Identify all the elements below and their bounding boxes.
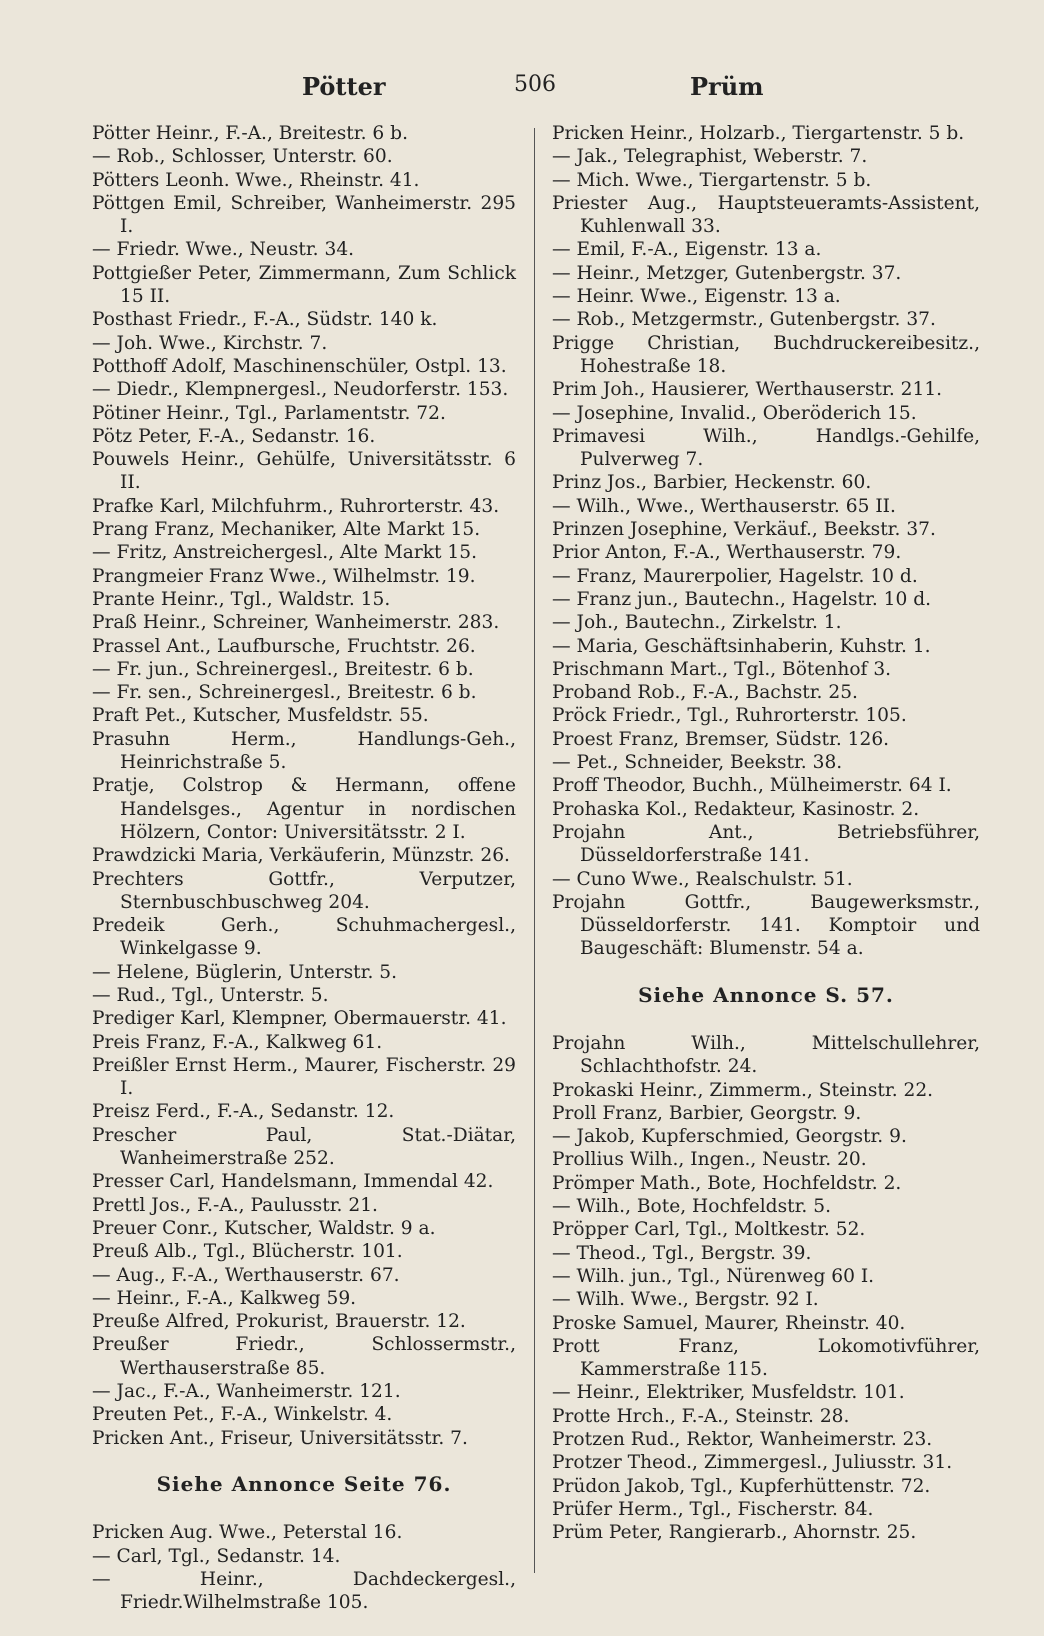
right-entries-top xyxy=(552,122,980,961)
directory-entry: Preuße Alfred, Prokurist, Brauerstr. 12. xyxy=(92,1311,466,1333)
directory-entry: Pottgießer Peter, Zimmermann, Zum Schlick 15 II. xyxy=(92,262,516,308)
directory-entry: — Maria, Geschäftsinhaberin, Kuhstr. 1. xyxy=(552,635,931,657)
directory-entry: — Emil, F.-A., Eigenstr. 13 a. xyxy=(552,239,822,261)
directory-entry: Prinzen Josephine, Verkäuf., Beekstr. 37. xyxy=(552,519,936,541)
directory-entry: — Friedr. Wwe., Neustr. 34. xyxy=(92,239,355,261)
directory-entry: Preußer Friedr., Schlossermstr., Werthauserstraße 85. xyxy=(92,1334,516,1379)
directory-entry: — Wilh., Bote, Hochfeldstr. 5. xyxy=(552,1196,831,1218)
directory-entry: Projahn Gottfr., Baugewerksmstr., Düsseldorferstr. 141. Komptoir und Baugeschäft: Blumenstr. 54 a. xyxy=(552,891,980,960)
right-entries-bottom xyxy=(552,1032,980,1545)
directory-entry: — Jac., F.-A., Wanheimerstr. 121. xyxy=(92,1381,401,1403)
directory-entry: Pricken Aug. Wwe., Peterstal 16. xyxy=(92,1522,403,1544)
directory-entry: — Wilh. jun., Tgl., Nürenweg 60 I. xyxy=(552,1265,875,1287)
directory-entry: Pouwels Heinr., Gehülfe, Universitätsstr. 6 II. xyxy=(92,449,516,494)
directory-entry: Proest Franz, Bremser, Südstr. 126. xyxy=(552,728,890,750)
directory-entry: Protzer Theod., Zimmergesl., Juliusstr. 31. xyxy=(552,1452,953,1474)
directory-entry: — Cuno Wwe., Realschulstr. 51. xyxy=(552,868,853,890)
directory-entry: Prante Heinr., Tgl., Waldstr. 15. xyxy=(92,588,391,610)
directory-entry: Prüm Peter, Rangierarb., Ahornstr. 25. xyxy=(552,1522,917,1544)
directory-entry: — Diedr., Klempnergesl., Neudorferstr. 153. xyxy=(92,379,509,401)
directory-entry: — Fr. jun., Schreinergesl., Breitestr. 6 b. xyxy=(92,658,474,680)
directory-entry: — Pet., Schneider, Beekstr. 38. xyxy=(552,752,843,774)
directory-entry: Prassel Ant., Laufbursche, Fruchtstr. 26. xyxy=(92,635,476,657)
directory-entry: Projahn Wilh., Mittelschullehrer, Schlachthofstr. 24. xyxy=(552,1032,980,1078)
directory-entry: Prechters Gottfr., Verputzer, Sternbuschbuschweg 204. xyxy=(92,868,516,913)
directory-entry: Proske Samuel, Maurer, Rheinstr. 40. xyxy=(552,1312,906,1334)
directory-entry: Prang Franz, Mechaniker, Alte Markt 15. xyxy=(92,519,481,541)
left-entries-bottom xyxy=(92,1521,516,1614)
directory-entry: — Heinr., Elektriker, Musfeldstr. 101. xyxy=(552,1382,905,1404)
directory-entry: Pötiner Heinr., Tgl., Parlamentstr. 72. xyxy=(92,402,446,424)
directory-entry: — Mich. Wwe., Tiergartenstr. 5 b. xyxy=(552,169,872,191)
directory-entry: Projahn Ant., Betriebsführer, Düsseldorferstraße 141. xyxy=(552,821,980,867)
directory-entry: Pötz Peter, F.-A., Sedanstr. 16. xyxy=(92,425,376,447)
directory-entry: — Wilh. Wwe., Bergstr. 92 I. xyxy=(552,1289,819,1311)
directory-entry: — Heinr., Metzger, Gutenbergstr. 37. xyxy=(552,262,902,284)
directory-entry: — Aug., F.-A., Werthauserstr. 67. xyxy=(92,1264,400,1286)
directory-entry: — Rob., Schlosser, Unterstr. 60. xyxy=(92,146,393,168)
directory-entry: Praft Pet., Kutscher, Musfeldstr. 55. xyxy=(92,705,429,727)
directory-entry: — Rud., Tgl., Unterstr. 5. xyxy=(92,984,329,1006)
page-number: 506 xyxy=(514,72,556,97)
directory-entry: Preuer Conr., Kutscher, Waldstr. 9 a. xyxy=(92,1217,436,1239)
directory-entry: Preuten Pet., F.-A., Winkelstr. 4. xyxy=(92,1404,393,1426)
directory-entry: Prollius Wilh., Ingen., Neustr. 20. xyxy=(552,1149,867,1171)
directory-entry: Pötters Leonh. Wwe., Rheinstr. 41. xyxy=(92,169,420,191)
directory-entry: — Helene, Büglerin, Unterstr. 5. xyxy=(92,961,398,983)
directory-entry: Proband Rob., F.-A., Bachstr. 25. xyxy=(552,682,858,704)
directory-entry: Prinz Jos., Barbier, Heckenstr. 60. xyxy=(552,472,872,494)
directory-entry: — Wilh., Wwe., Werthauserstr. 65 II. xyxy=(552,495,896,517)
directory-entry: — Heinr. Wwe., Eigenstr. 13 a. xyxy=(552,286,841,308)
directory-entry: Proff Theodor, Buchh., Mülheimerstr. 64 I. xyxy=(552,775,952,797)
directory-entry: Prüdon Jakob, Tgl., Kupferhüttenstr. 72. xyxy=(552,1475,931,1497)
directory-entry: — Fr. sen., Schreinergesl., Breitestr. 6 b. xyxy=(92,682,477,704)
header-left-catchword: Pötter xyxy=(302,72,386,101)
directory-entry: Predeik Gerh., Schuhmachergesl., Winkelgasse 9. xyxy=(92,915,516,960)
directory-entry: — Fritz, Anstreichergesl., Alte Markt 15. xyxy=(92,542,477,564)
directory-entry: Preis Franz, F.-A., Kalkweg 61. xyxy=(92,1031,383,1053)
directory-entry: — Heinr., Dachdeckergesl., Friedr.Wilhelmstraße 105. xyxy=(92,1568,516,1614)
directory-entry: — Joh. Wwe., Kirchstr. 7. xyxy=(92,332,328,354)
directory-entry: Pröck Friedr., Tgl., Ruhrorterstr. 105. xyxy=(552,705,907,727)
directory-entry: Praß Heinr., Schreiner, Wanheimerstr. 283. xyxy=(92,612,500,634)
directory-entry: Protte Hrch., F.-A., Steinstr. 28. xyxy=(552,1405,850,1427)
directory-entry: — Carl, Tgl., Sedanstr. 14. xyxy=(92,1545,341,1567)
directory-entry: Pratje, Colstrop & Hermann, offene Handelsges., Agentur in nordischen Hölzern, Contor: Universitätsstr. 2 I. xyxy=(92,775,516,843)
directory-entry: Preißler Ernst Herm., Maurer, Fischerstr. 29 I. xyxy=(92,1054,516,1100)
directory-entry: Prömper Math., Bote, Hochfeldstr. 2. xyxy=(552,1172,902,1194)
right-column xyxy=(552,122,980,1545)
directory-entry: Potthoff Adolf, Maschinenschüler, Ostpl. 13. xyxy=(92,355,507,377)
directory-entry: Prüfer Herm., Tgl., Fischerstr. 84. xyxy=(552,1498,874,1520)
directory-entry: Prokaski Heinr., Zimmerm., Steinstr. 22. xyxy=(552,1079,934,1101)
directory-entry: Primavesi Wilh., Handlgs.-Gehilfe, Pulverweg 7. xyxy=(552,425,980,471)
directory-entry: Presser Carl, Handelsmann, Immendal 42. xyxy=(92,1171,494,1193)
directory-entry: Prim Joh., Hausierer, Werthauserstr. 211. xyxy=(552,379,943,401)
directory-entry: Prawdzicki Maria, Verkäuferin, Münzstr. 26. xyxy=(92,845,510,867)
directory-entry: Prettl Jos., F.-A., Paulusstr. 21. xyxy=(92,1194,378,1216)
page-header xyxy=(0,72,1044,112)
directory-entry: Protzen Rud., Rektor, Wanheimerstr. 23. xyxy=(552,1429,933,1451)
directory-entry: Pricken Heinr., Holzarb., Tiergartenstr. 5 b. xyxy=(552,123,965,144)
directory-entry: Pröpper Carl, Tgl., Moltkestr. 52. xyxy=(552,1219,866,1241)
directory-entry: Prott Franz, Lokomotivführer, Kammerstraße 115. xyxy=(552,1335,980,1381)
directory-entry: Prescher Paul, Stat.-Diätar, Wanheimerstraße 252. xyxy=(92,1124,516,1170)
directory-entry: Prigge Christian, Buchdruckereibesitz., Hohestraße 18. xyxy=(552,332,980,377)
directory-entry: — Jakob, Kupferschmied, Georgstr. 9. xyxy=(552,1126,907,1148)
directory-entry: Pricken Ant., Friseur, Universitätsstr. 7. xyxy=(92,1427,468,1449)
directory-entry: Preisz Ferd., F.-A., Sedanstr. 12. xyxy=(92,1101,395,1123)
directory-entry: Pöttgen Emil, Schreiber, Wanheimerstr. 295 I. xyxy=(92,192,516,238)
directory-entry: — Theod., Tgl., Bergstr. 39. xyxy=(552,1242,812,1264)
header-right-catchword: Prüm xyxy=(690,72,764,101)
directory-entry: Prafke Karl, Milchfuhrm., Ruhrorterstr. 43. xyxy=(92,495,500,517)
directory-entry: Preuß Alb., Tgl., Blücherstr. 101. xyxy=(92,1241,403,1263)
directory-entry: Prangmeier Franz Wwe., Wilhelmstr. 19. xyxy=(92,565,476,587)
directory-entry: Proll Franz, Barbier, Georgstr. 9. xyxy=(552,1102,862,1124)
directory-entry: — Heinr., F.-A., Kalkweg 59. xyxy=(92,1287,357,1309)
directory-entry: Posthast Friedr., F.-A., Südstr. 140 k. xyxy=(92,309,438,331)
left-entries-top xyxy=(92,122,516,1450)
left-annonce: Siehe Annonce Seite 76. xyxy=(156,1471,452,1496)
directory-entry: — Franz jun., Bautechn., Hagelstr. 10 d. xyxy=(552,588,932,610)
directory-entry: — Jak., Telegraphist, Weberstr. 7. xyxy=(552,146,868,168)
right-annonce: Siehe Annonce S. 57. xyxy=(638,982,894,1007)
left-column xyxy=(92,122,516,1614)
directory-entry: — Rob., Metzgermstr., Gutenbergstr. 37. xyxy=(552,309,936,331)
directory-entry: — Josephine, Invalid., Oberöderich 15. xyxy=(552,402,917,424)
directory-entry: Prasuhn Herm., Handlungs-Geh., Heinrichstraße 5. xyxy=(92,728,516,774)
directory-entry: — Franz, Maurerpolier, Hagelstr. 10 d. xyxy=(552,565,918,587)
directory-entry: Prior Anton, F.-A., Werthauserstr. 79. xyxy=(552,542,902,564)
directory-entry: Prediger Karl, Klempner, Obermauerstr. 41. xyxy=(92,1008,507,1030)
directory-entry: Pötter Heinr., F.-A., Breitestr. 6 b. xyxy=(92,123,408,144)
directory-entry: — Joh., Bautechn., Zirkelstr. 1. xyxy=(552,612,842,634)
directory-entry: Priester Aug., Hauptsteueramts-Assistent, Kuhlenwall 33. xyxy=(552,192,980,238)
column-divider xyxy=(534,128,535,1573)
directory-entry: Prohaska Kol., Redakteur, Kasinostr. 2. xyxy=(552,798,920,820)
directory-entry: Prischmann Mart., Tgl., Bötenhof 3. xyxy=(552,658,892,680)
